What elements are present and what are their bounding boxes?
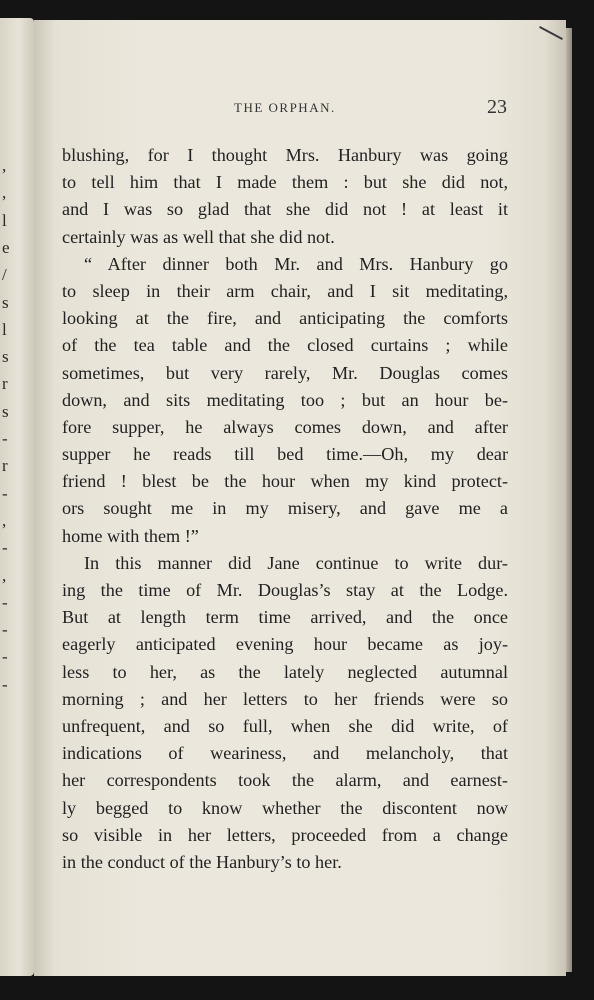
text-line: ors sought me in my misery, and gave me a: [62, 498, 508, 519]
facing-page-mark: s: [2, 401, 9, 421]
facing-page-mark: -: [2, 647, 8, 667]
text-line: and I was so glad that she did not ! at least it: [62, 199, 508, 220]
facing-page-mark: ,: [2, 183, 7, 203]
text-line: supper he reads till bed time.—Oh, my dear: [62, 444, 508, 465]
facing-page-edge: [0, 18, 34, 976]
text-line: less to her, as the lately neglected autumnal: [62, 661, 508, 682]
facing-page-mark: /: [2, 265, 7, 285]
facing-page-mark: ,: [2, 510, 7, 530]
facing-page-mark: r: [2, 374, 8, 394]
facing-page-mark: -: [2, 620, 8, 640]
body-text: [62, 142, 508, 876]
facing-page-mark: s: [2, 292, 9, 312]
facing-page-mark: -: [2, 592, 8, 612]
text-line: friend ! blest be the hour when my kind protect-: [62, 471, 508, 492]
facing-page-mark: ,: [2, 565, 7, 585]
text-line: certainly was as well that she did not.: [62, 226, 335, 247]
text-line: ly begged to know whether the discontent now: [62, 797, 508, 818]
facing-page-mark: l: [2, 319, 7, 339]
text-line: eagerly anticipated evening hour became as joy-: [62, 634, 508, 655]
text-line: looking at the fire, and anticipating the comforts: [62, 308, 508, 329]
text-line: fore supper, he always comes down, and after: [62, 416, 508, 437]
facing-page-mark: -: [2, 483, 8, 503]
text-line: her correspondents took the alarm, and earnest-: [62, 770, 508, 791]
text-line: to sleep in their arm chair, and I sit meditating,: [62, 280, 508, 301]
facing-page-mark: l: [2, 210, 7, 230]
text-line: “ After dinner both Mr. and Mrs. Hanbury go: [84, 253, 508, 274]
text-line: unfrequent, and so full, when she did write, of: [62, 715, 508, 736]
facing-page-mark: s: [2, 347, 9, 367]
facing-page-mark: ,: [2, 156, 7, 175]
text-line: blushing, for I thought Mrs. Hanbury was going: [62, 145, 508, 165]
page-number: 23: [487, 96, 507, 118]
text-line: In this manner did Jane continue to write dur-: [84, 552, 508, 573]
text-line: home with them !”: [62, 525, 199, 546]
text-line: so visible in her letters, proceeded from a change: [62, 824, 508, 845]
facing-page-mark: e: [2, 237, 10, 257]
text-line: sometimes, but very rarely, Mr. Douglas comes: [62, 362, 508, 383]
text-line: ing the time of Mr. Douglas’s stay at the Lodge.: [62, 580, 508, 600]
facing-page-mark: -: [2, 429, 8, 448]
text-line: in the conduct of the Hanbury’s to her.: [62, 851, 342, 872]
text-line: morning ; and her letters to her friends were so: [62, 688, 508, 709]
text-line: to tell him that I made them : but she did not,: [62, 172, 508, 193]
facing-page-marks: [0, 18, 34, 976]
facing-page-mark: -: [2, 538, 8, 558]
text-line: But at length term time arrived, and the once: [62, 607, 508, 628]
text-line: indications of weariness, and melancholy, that: [62, 743, 508, 764]
facing-page-mark: r: [2, 456, 8, 476]
facing-page-mark: -: [2, 674, 8, 694]
text-line: down, and sits meditating too ; but an hour be-: [62, 389, 508, 410]
page-edge-shadow: [566, 28, 572, 972]
text-line: of the tea table and the closed curtains ; while: [62, 335, 508, 356]
running-title: THE ORPHAN.: [234, 100, 336, 115]
